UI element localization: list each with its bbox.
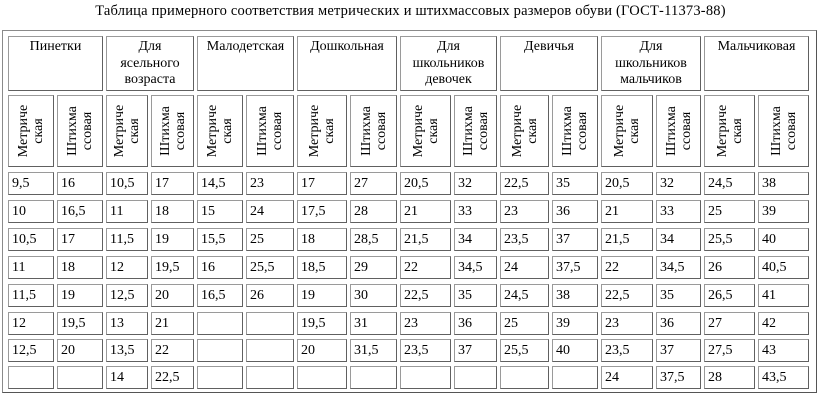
- table-cell: 41: [758, 284, 809, 307]
- table-cell: 21,5: [400, 228, 451, 251]
- table-cell: 37: [656, 339, 701, 362]
- table-cell: 36: [656, 312, 701, 335]
- table-cell: [197, 366, 243, 389]
- table-cell: 20,5: [400, 172, 451, 195]
- table-cell: 20: [297, 339, 347, 362]
- table-cell: 24,5: [500, 284, 549, 307]
- group-header-label: Для школьников девочек: [412, 39, 485, 87]
- table-cell: 18: [297, 228, 347, 251]
- subheader-label: Метриче ская: [16, 104, 46, 158]
- subheader-shtihmass: [656, 95, 701, 167]
- subheader-metric: [297, 95, 347, 167]
- table-cell: 24: [601, 366, 653, 389]
- table-cell: 31,5: [350, 339, 397, 362]
- table-cell: 27: [704, 312, 755, 335]
- table-cell: 22,5: [151, 366, 194, 389]
- table-cell: 19: [151, 228, 194, 251]
- subheader-metric: [8, 95, 54, 167]
- table-cell: 28: [350, 200, 397, 223]
- table-cell: 10,5: [106, 172, 148, 195]
- table-cell: 21,5: [601, 228, 653, 251]
- table-cell: [197, 312, 243, 335]
- table-cell: 38: [552, 284, 598, 307]
- table-cell: [197, 339, 243, 362]
- group-header: [500, 36, 598, 91]
- table-cell: 14,5: [197, 172, 243, 195]
- table-cell: 17,5: [297, 200, 347, 223]
- table-cell: 34: [454, 228, 497, 251]
- table-cell: [454, 366, 497, 389]
- table-cell: [57, 366, 103, 389]
- table-cell: 22: [601, 256, 653, 279]
- group-header-label: Мальчиковая: [717, 39, 796, 54]
- table-cell: 19: [57, 284, 103, 307]
- subheader-shtihmass: [57, 95, 103, 167]
- table-cell: 25: [246, 228, 294, 251]
- table-cell: [246, 312, 294, 335]
- table-cell: 26: [704, 256, 755, 279]
- group-header: [8, 36, 103, 91]
- table-cell: 25: [704, 200, 755, 223]
- table-cell: 20: [57, 339, 103, 362]
- table-cell: 35: [454, 284, 497, 307]
- table-cell: 12,5: [106, 284, 148, 307]
- table-cell: 27: [350, 172, 397, 195]
- table-cell: 23: [500, 200, 549, 223]
- table-cell: 10,5: [8, 228, 54, 251]
- table-cell: 25,5: [246, 256, 294, 279]
- subheader-label: Метриче ская: [112, 104, 142, 158]
- table-cell: 37: [552, 228, 598, 251]
- subheader-label: Штихма ссовая: [768, 106, 799, 156]
- table-cell: 30: [350, 284, 397, 307]
- subheader-shtihmass: [246, 95, 294, 167]
- subheader-label: Штихма ссовая: [663, 106, 694, 156]
- table-cell: 23: [246, 172, 294, 195]
- table-cell: 21: [400, 200, 451, 223]
- table-cell: 42: [758, 312, 809, 335]
- table-cell: 40: [552, 339, 598, 362]
- group-header: [197, 36, 294, 91]
- table-cell: 9,5: [8, 172, 54, 195]
- table-cell: 10: [8, 200, 54, 223]
- subheader-metric: [106, 95, 148, 167]
- table-cell: [246, 339, 294, 362]
- group-header: [601, 36, 701, 91]
- table-cell: 11,5: [106, 228, 148, 251]
- table-cell: 36: [552, 200, 598, 223]
- table-cell: 21: [151, 312, 194, 335]
- group-header: [400, 36, 497, 91]
- subheader-label: Штихма ссовая: [255, 106, 285, 156]
- table-cell: 28: [704, 366, 755, 389]
- table-cell: 37,5: [552, 256, 598, 279]
- group-header: [106, 36, 194, 91]
- table-cell: 32: [656, 172, 701, 195]
- table-cell: [552, 366, 598, 389]
- table-cell: 23: [400, 312, 451, 335]
- subheader-label: Штихма ссовая: [460, 106, 491, 156]
- table-cell: 40: [758, 228, 809, 251]
- table-cell: 39: [552, 312, 598, 335]
- table-cell: 39: [758, 200, 809, 223]
- subheader-shtihmass: [454, 95, 497, 167]
- table-cell: 37,5: [656, 366, 701, 389]
- table-cell: [350, 366, 397, 389]
- subheader-label: Метриче ская: [714, 104, 745, 158]
- table-cell: 22,5: [500, 172, 549, 195]
- group-header-label: Девичья: [524, 39, 574, 54]
- table-cell: 24: [246, 200, 294, 223]
- table-cell: 36: [454, 312, 497, 335]
- table-cell: 24,5: [704, 172, 755, 195]
- table-cell: 22,5: [601, 284, 653, 307]
- table-cell: 25: [500, 312, 549, 335]
- table-cell: 17: [151, 172, 194, 195]
- table-cell: 13: [106, 312, 148, 335]
- table-title: Таблица примерного соответствия метрических и штихмассовых размеров обуви (ГОСТ-11373-88): [95, 3, 726, 19]
- table-cell: 19: [297, 284, 347, 307]
- subheader-label: Штихма ссовая: [560, 106, 590, 156]
- table-cell: 16: [57, 172, 103, 195]
- subheader-metric: [601, 95, 653, 167]
- subheader-shtihmass: [758, 95, 809, 167]
- table-cell: 28,5: [350, 228, 397, 251]
- group-header: [297, 36, 397, 91]
- table-cell: 11: [106, 200, 148, 223]
- table-cell: 20,5: [601, 172, 653, 195]
- table-cell: 15,5: [197, 228, 243, 251]
- table-cell: 19,5: [57, 312, 103, 335]
- group-header-label: Для ясельного возраста: [120, 39, 180, 87]
- table-cell: [297, 366, 347, 389]
- subheader-label: Метриче ская: [612, 104, 642, 158]
- subheader-metric: [500, 95, 549, 167]
- table-cell: 33: [656, 200, 701, 223]
- table-cell: 26,5: [704, 284, 755, 307]
- group-header-label: Для школьников мальчиков: [615, 39, 687, 87]
- table-cell: 23: [601, 312, 653, 335]
- table-cell: 20: [151, 284, 194, 307]
- table-cell: 23,5: [500, 228, 549, 251]
- table-cell: 35: [656, 284, 701, 307]
- table-cell: 40,5: [758, 256, 809, 279]
- table-cell: 22: [400, 256, 451, 279]
- table-cell: 15: [197, 200, 243, 223]
- table-cell: 33: [454, 200, 497, 223]
- table-cell: 34,5: [656, 256, 701, 279]
- table-cell: 22: [151, 339, 194, 362]
- table-cell: 13,5: [106, 339, 148, 362]
- table-cell: 17: [57, 228, 103, 251]
- table-cell: 21: [601, 200, 653, 223]
- table-cell: 14: [106, 366, 148, 389]
- subheader-label: Метриче ская: [307, 104, 337, 158]
- table-cell: 26: [246, 284, 294, 307]
- table-cell: 37: [454, 339, 497, 362]
- table-cell: 25,5: [704, 228, 755, 251]
- group-header: [704, 36, 809, 91]
- group-header-label: Малодетская: [206, 39, 285, 54]
- table-cell: 12: [106, 256, 148, 279]
- table-cell: 43,5: [758, 366, 809, 389]
- subheader-metric: [197, 95, 243, 167]
- table-cell: 17: [297, 172, 347, 195]
- table-cell: 11: [8, 256, 54, 279]
- table-cell: 25,5: [500, 339, 549, 362]
- subheader-shtihmass: [350, 95, 397, 167]
- table-cell: [400, 366, 451, 389]
- subheader-metric: [400, 95, 451, 167]
- table-cell: 22,5: [400, 284, 451, 307]
- subheader-label: Штихма ссовая: [65, 106, 95, 156]
- table-cell: 34: [656, 228, 701, 251]
- table-cell: 12: [8, 312, 54, 335]
- table-cell: 16,5: [197, 284, 243, 307]
- table-cell: 35: [552, 172, 598, 195]
- table-cell: 23,5: [601, 339, 653, 362]
- table-cell: 18,5: [297, 256, 347, 279]
- table-cell: 12,5: [8, 339, 54, 362]
- table-cell: 18: [151, 200, 194, 223]
- table-cell: 23,5: [400, 339, 451, 362]
- table-cell: 11,5: [8, 284, 54, 307]
- subheader-label: Метриче ская: [410, 104, 441, 158]
- table-cell: [246, 366, 294, 389]
- table-cell: 34,5: [454, 256, 497, 279]
- subheader-label: Метриче ская: [509, 104, 540, 158]
- table-cell: 31: [350, 312, 397, 335]
- table-cell: [8, 366, 54, 389]
- table-cell: 18: [57, 256, 103, 279]
- table-cell: 16,5: [57, 200, 103, 223]
- subheader-label: Метриче ская: [205, 104, 235, 158]
- subheader-label: Штихма ссовая: [157, 106, 188, 156]
- table-cell: 19,5: [151, 256, 194, 279]
- table-cell: 27,5: [704, 339, 755, 362]
- table-cell: 19,5: [297, 312, 347, 335]
- subheader-shtihmass: [151, 95, 194, 167]
- subheader-shtihmass: [552, 95, 598, 167]
- table-cell: 16: [197, 256, 243, 279]
- group-header-label: Дошкольная: [310, 39, 384, 54]
- group-header-label: Пинетки: [29, 39, 82, 54]
- subheader-metric: [704, 95, 755, 167]
- table-cell: 24: [500, 256, 549, 279]
- table-cell: 43: [758, 339, 809, 362]
- subheader-label: Штихма ссовая: [358, 106, 389, 156]
- table-cell: [500, 366, 549, 389]
- table-cell: 29: [350, 256, 397, 279]
- table-cell: 32: [454, 172, 497, 195]
- table-cell: 38: [758, 172, 809, 195]
